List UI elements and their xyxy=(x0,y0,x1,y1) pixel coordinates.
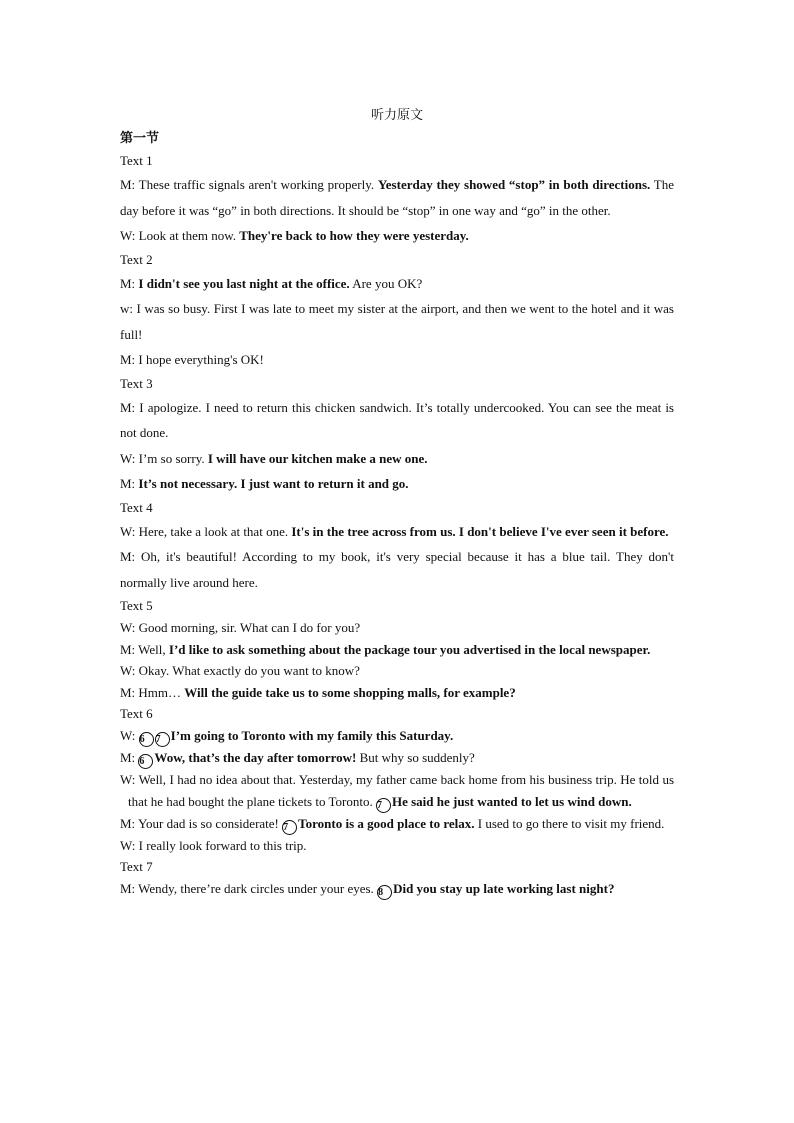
line-text: M: xyxy=(120,750,139,765)
page-title: 听力原文 xyxy=(370,108,423,123)
line-text: M: These traffic signals aren't working properly. xyxy=(120,177,378,192)
text-block xyxy=(120,373,674,497)
key-sentence: Yesterday they showed “stop” in both directions. xyxy=(377,177,651,192)
dialogue-line xyxy=(120,172,674,223)
text-label: Text 3 xyxy=(120,375,153,391)
dialogue-line xyxy=(120,296,674,347)
line-text: The day before it was “go” in both directions. It should be “stop” in one way and “go” in the other. xyxy=(120,177,674,218)
dialogue-line xyxy=(120,769,674,813)
line-text: M: Wendy, there’re dark circles under your eyes. xyxy=(120,881,378,896)
text-label: Text 4 xyxy=(120,499,153,515)
line-text: I used to go there to visit my friend. xyxy=(474,815,665,831)
dialogue-line xyxy=(120,639,674,661)
key-sentence: They're back to how they were yesterday. xyxy=(239,228,469,243)
key-sentence: I will have our kitchen make a new one. xyxy=(207,450,428,466)
text-label: Text 6 xyxy=(120,706,153,721)
transcript-texts xyxy=(120,150,674,900)
line-text: W: Look at them now. xyxy=(120,228,240,243)
line-text: M: Well, xyxy=(120,641,169,657)
dialogue-line xyxy=(120,747,674,769)
text-label: Text 5 xyxy=(120,598,153,613)
key-sentence: I’m going to Toronto with my family this Saturday. xyxy=(170,728,454,743)
line-text: Are you OK? xyxy=(349,275,423,291)
question-number-mark: 6 xyxy=(139,732,154,747)
line-text: M: xyxy=(120,275,139,291)
dialogue-line xyxy=(120,471,674,497)
text-label: Text 7 xyxy=(120,859,153,874)
dialogue-line xyxy=(120,617,674,639)
dialogue-line xyxy=(120,878,674,900)
key-sentence: It’s not necessary. I just want to return it and go. xyxy=(138,476,409,491)
question-number-mark: 7 xyxy=(282,820,297,835)
dialogue-line xyxy=(120,271,674,297)
key-sentence: Toronto is a good place to relax. xyxy=(298,815,475,831)
transcript-body xyxy=(120,128,674,900)
line-text: But why so suddenly? xyxy=(356,750,475,765)
dialogue-line xyxy=(120,725,674,747)
key-sentence: It's in the tree across from us. I don't believe I've ever seen it before. xyxy=(291,523,669,539)
key-sentence: He said he just wanted to let us wind down. xyxy=(391,793,632,809)
key-sentence: Wow, that’s the day after tomorrow! xyxy=(154,750,357,765)
dialogue-line xyxy=(120,835,674,857)
text-label: Text 2 xyxy=(120,251,153,267)
line-text: W: xyxy=(120,728,139,743)
text-block xyxy=(120,249,674,373)
key-sentence: I didn't see you last night at the office. xyxy=(138,275,350,291)
question-number-mark: 7 xyxy=(376,798,391,813)
text-block xyxy=(120,703,674,856)
line-text: M: I hope everything's OK! xyxy=(120,352,264,367)
key-sentence: Will the guide take us to some shopping malls, for example? xyxy=(184,684,516,700)
text-block xyxy=(120,856,674,900)
dialogue-line xyxy=(120,544,674,595)
line-text: M: xyxy=(120,476,139,491)
line-text: W: Well, I had no idea about that. Yesterday, my father came back home from his business trip. He told us that he had bought the plane tickets to Toronto. xyxy=(120,772,674,809)
dialogue-line xyxy=(120,395,674,446)
line-text: W: Here, take a look at that one. xyxy=(120,523,292,539)
text-block xyxy=(120,497,674,596)
dialogue-line xyxy=(120,519,674,545)
key-sentence: Did you stay up late working last night? xyxy=(393,881,615,896)
question-number-mark: 8 xyxy=(377,885,392,900)
question-number-mark: 7 xyxy=(155,732,170,747)
line-text: W: I really look forward to this trip. xyxy=(120,837,307,853)
text-block xyxy=(120,150,674,249)
dialogue-line xyxy=(120,446,674,472)
key-sentence: I’d like to ask something about the package tour you advertised in the local newspaper. xyxy=(168,641,651,657)
section-heading: 第一节 xyxy=(120,131,160,146)
line-text: W: Good morning, sir. What can I do for you? xyxy=(120,620,361,635)
text-label: Text 1 xyxy=(120,153,153,168)
dialogue-line xyxy=(120,660,674,682)
dialogue-line xyxy=(120,223,674,249)
line-text: M: Hmm… xyxy=(120,684,185,700)
line-text: M: I apologize. I need to return this chicken sandwich. It’s totally undercooked. You can see the meat is not done. xyxy=(120,399,674,440)
dialogue-line xyxy=(120,682,674,704)
dialogue-line xyxy=(120,813,674,835)
line-text: M: Your dad is so considerate! xyxy=(120,815,283,831)
line-text: M: Oh, it's beautiful! According to my book, it's very special because it has a blue tail. They don't normally live around here. xyxy=(120,549,674,590)
dialogue-line xyxy=(120,347,674,373)
line-text: W: Okay. What exactly do you want to know? xyxy=(120,663,360,678)
text-block xyxy=(120,595,674,703)
line-text: w: I was so busy. First I was late to meet my sister at the airport, and then we went to the hotel and it was full! xyxy=(120,301,674,342)
question-number-mark: 6 xyxy=(138,754,153,769)
line-text: W: I’m so sorry. xyxy=(120,450,208,466)
